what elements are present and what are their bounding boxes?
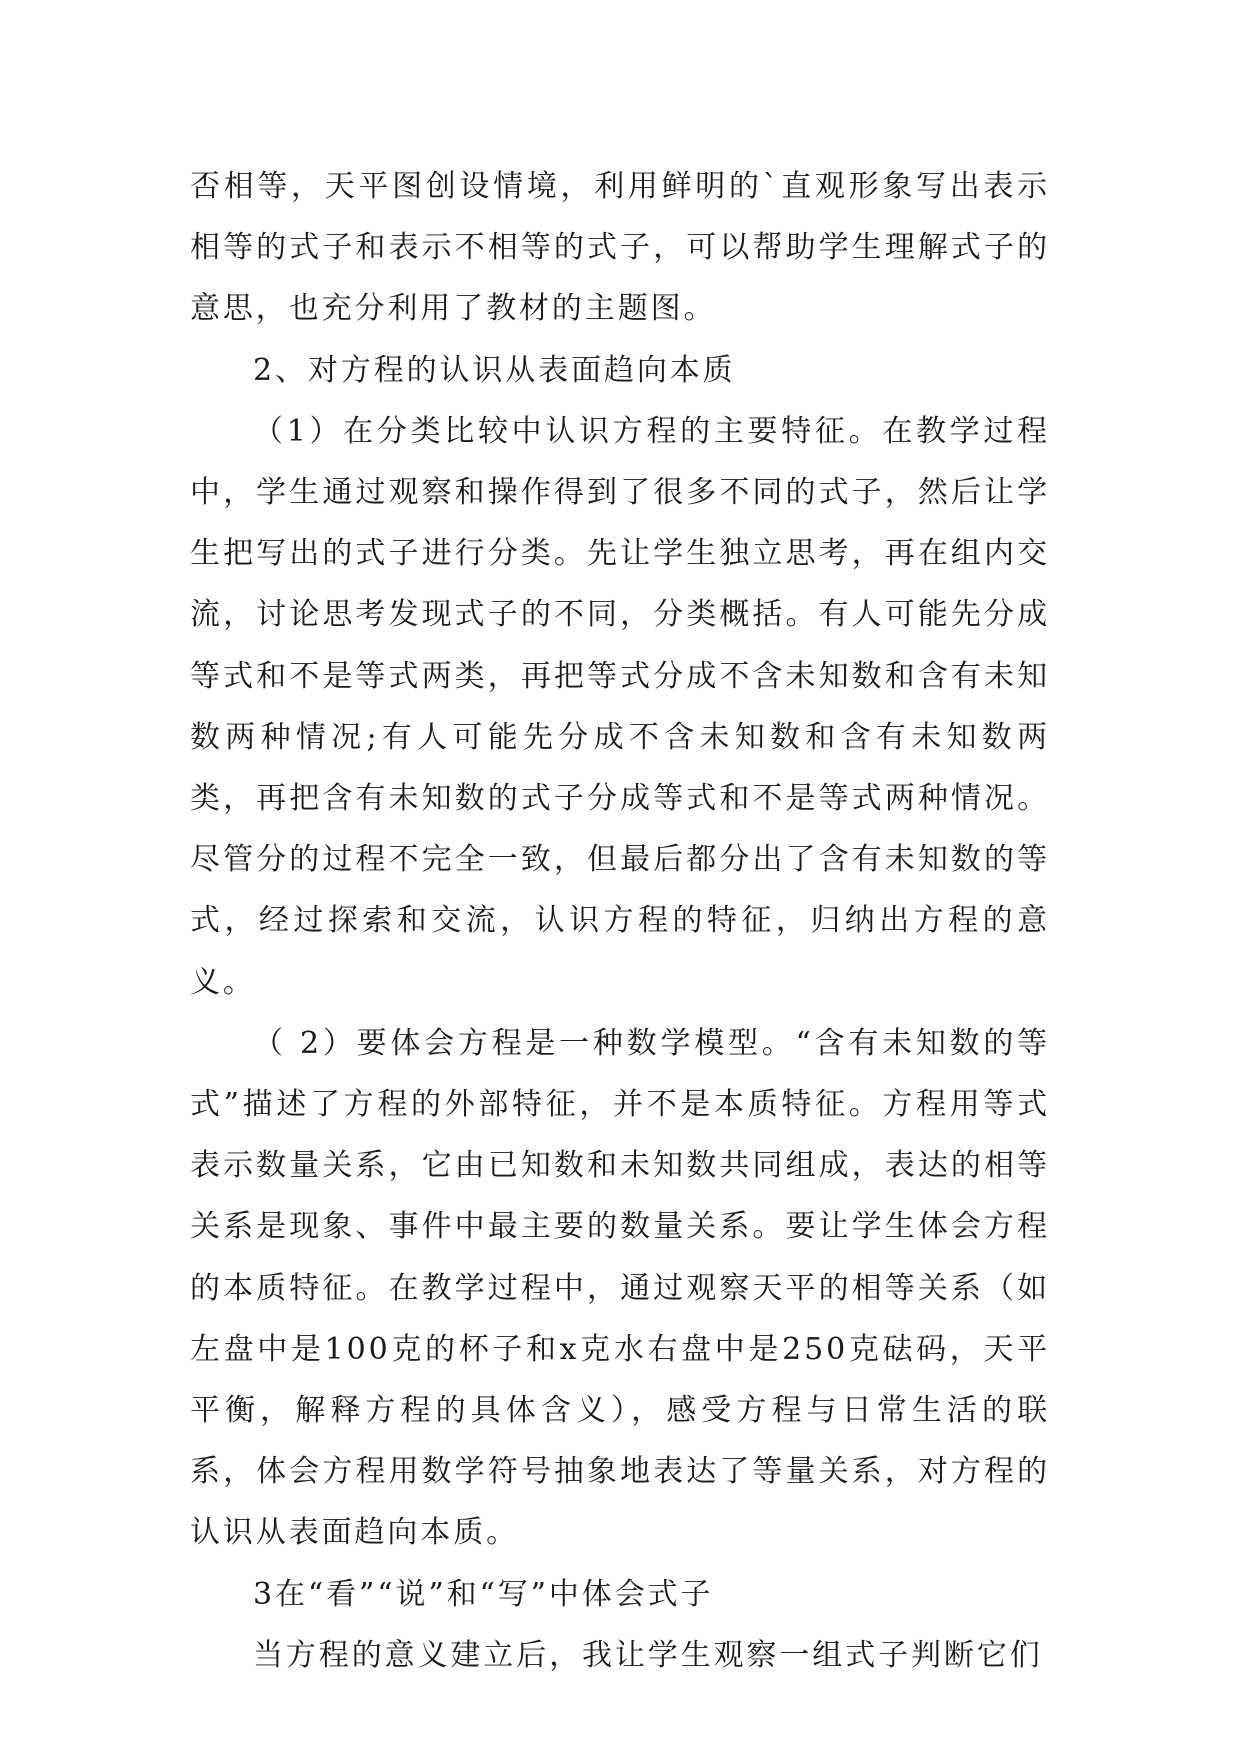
paragraph-math-model: （ 2）要体会方程是一种数学模型。“含有未知数的等式”描述了方程的外部特征，并不是本质特征。方程用等式表示数量关系，它由已知数和未知数共同组成，表达的相等关系是现象、事件中最主要的数量关系。要让学生体会方程的本质特征。在教学过程中，通过观察天平的相等关系（如左盘中是100克的杯子和x克水右盘中是250克砝码，天平平衡，解释方程的具体含义），感受方程与日常生活的联系，体会方程用数学符号抽象地表达了等量关系，对方程的认识从表面趋向本质。 (190, 1025, 1050, 1551)
section-heading-2: 2、对方程的认识从表面趋向本质 (253, 352, 736, 388)
paragraph-observe-expressions: 当方程的意义建立后，我让学生观察一组式子判断它们 (253, 1637, 1043, 1673)
document-body (190, 156, 1050, 1686)
paragraph-continuation: 否相等，天平图创设情境，利用鲜明的`直观形象写出表示相等的式子和表示不相等的式子，可以帮助学生理解式子的意思，也充分利用了教材的主题图。 (190, 169, 1050, 327)
paragraph-classification: （1）在分类比较中认识方程的主要特征。在教学过程中，学生通过观察和操作得到了很多不同的式子，然后让学生把写出的式子进行分类。先让学生独立思考，再在组内交流，讨论思考发现式子的不同，分类概括。有人可能先分成等式和不是等式两类，再把等式分成不含未知数和含有未知数两种情况;有人可能先分成不含未知数和含有未知数两类，再把含有未知数的式子分成等式和不是等式两种情况。尽管分的过程不完全一致，但最后都分出了含有未知数的等式，经过探索和交流，认识方程的特征，归纳出方程的意义。 (190, 413, 1050, 1000)
section-heading-3: 3在“看”“说”和“写”中体会式子 (253, 1576, 714, 1612)
